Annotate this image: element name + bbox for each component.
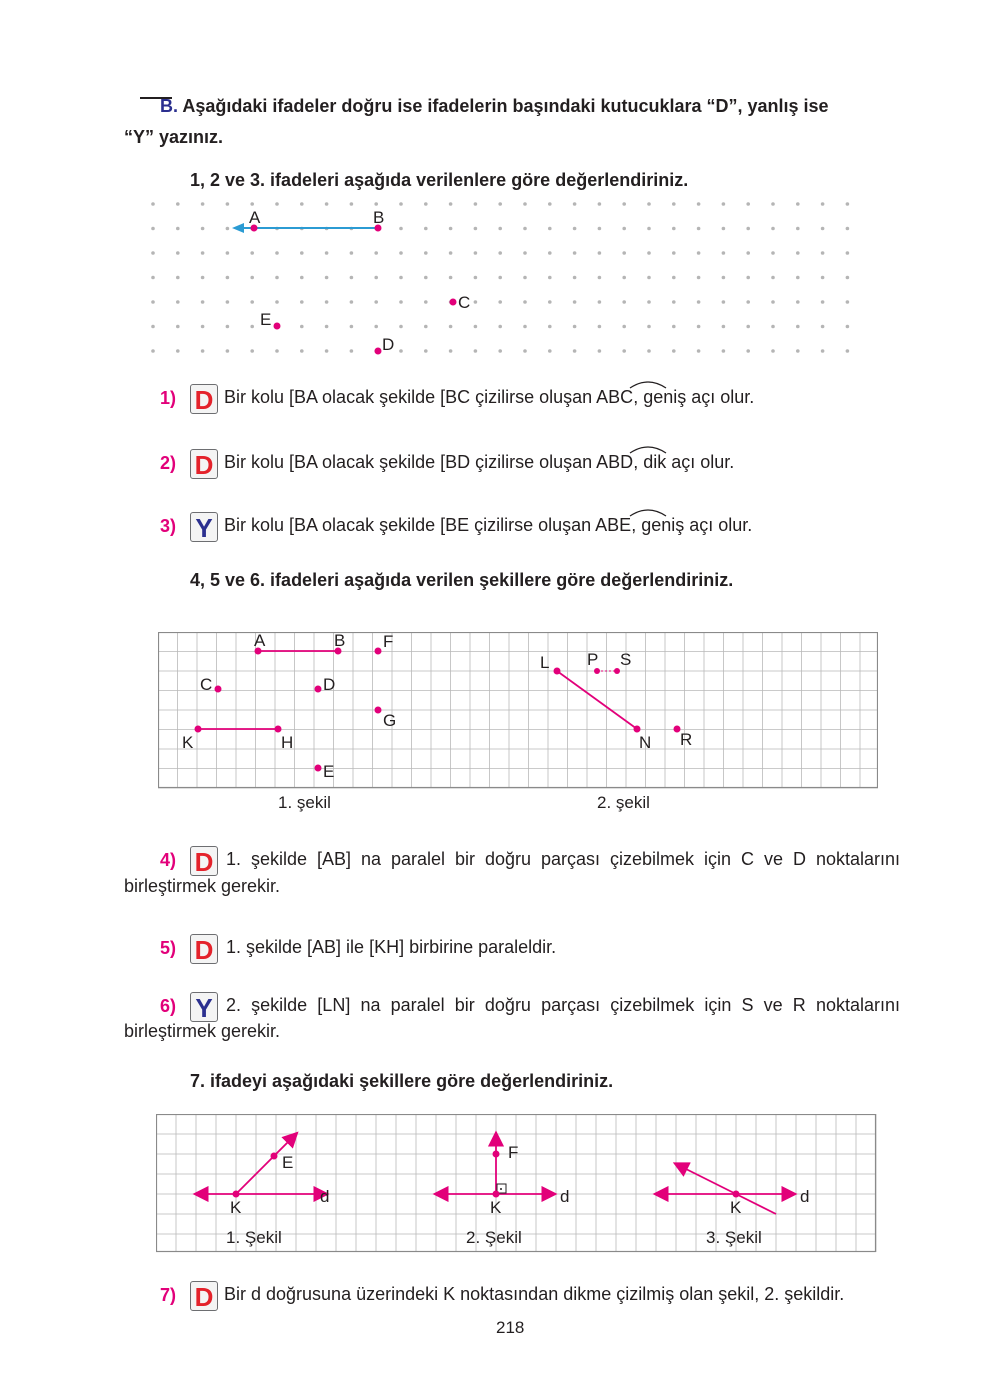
statement-3-angle: ABE [595, 515, 632, 535]
grid-dot [374, 300, 378, 304]
shape1-caption: 1. Şekil [226, 1228, 282, 1247]
instruction-line-2: “Y” yazınız. [124, 127, 224, 147]
grid-dot [474, 227, 478, 231]
grid-dot [548, 276, 552, 280]
statement-7-line-1: Bir d doğrusuna üzerindeki K noktasından dikme çizilmiş olan şekil, 2. şekildir. [224, 1284, 845, 1304]
grid-dot [374, 202, 378, 206]
grid-dot [201, 251, 205, 255]
grid-dot [399, 349, 403, 353]
grid-dot [771, 202, 775, 206]
grid-dot [821, 251, 825, 255]
grid-dot [573, 300, 577, 304]
grid-dot [151, 276, 155, 280]
statement-6-line-1: 2. şekilde [LN] na paralel bir doğru parçası çizebilmek için S ve R noktalarını [226, 995, 900, 1015]
grid-dot [350, 325, 354, 329]
grid-dot [746, 251, 750, 255]
grid-dot [300, 251, 304, 255]
grid-dot [771, 251, 775, 255]
statement-4-line-2: birleştirmek gerekir. [124, 876, 281, 896]
grid-dot [821, 227, 825, 231]
grid-dot [275, 349, 279, 353]
statement-3-body: Bir kolu [BA olacak şekilde [BE çizilirse oluşan [224, 515, 596, 535]
grid-dot [697, 325, 701, 329]
fig1-caption: 1. şekil [278, 793, 331, 812]
grid-dot [498, 276, 502, 280]
grid-dot [598, 227, 602, 231]
grid-dot [325, 349, 329, 353]
grid-dot [821, 325, 825, 329]
grid-dot [201, 300, 205, 304]
grid-dot [424, 300, 428, 304]
statement-1-answer-box[interactable]: D [190, 384, 218, 414]
grid-dot [573, 325, 577, 329]
statement-7-answer-box[interactable]: D [190, 1281, 218, 1311]
grid-dot [399, 251, 403, 255]
grid-dot [771, 325, 775, 329]
grid-dot [622, 300, 626, 304]
grid-dot [399, 227, 403, 231]
statement-1-text [224, 387, 754, 408]
grid-dot [697, 276, 701, 280]
grid-dot [250, 202, 254, 206]
grid-dot [449, 276, 453, 280]
group3-heading: 7. ifadeyi aşağıdaki şekillere göre değerlendiriniz. [190, 1071, 614, 1091]
grid-dot [498, 325, 502, 329]
grid-dot [300, 349, 304, 353]
grid-dot [176, 300, 180, 304]
grid-dot [573, 349, 577, 353]
grid-dot [250, 325, 254, 329]
statement-1-angle: ABC [596, 387, 634, 407]
grid-dot [226, 276, 230, 280]
grid-dot [647, 325, 651, 329]
grid-dot [647, 349, 651, 353]
fig1-label-b: B [334, 632, 346, 650]
grid-dot [449, 325, 453, 329]
statement-6-answer-box[interactable]: Y [190, 992, 218, 1022]
grid-dot [573, 227, 577, 231]
fig2-label-p: P [587, 650, 599, 669]
shape3-label-k: K [730, 1198, 742, 1217]
grid-dot [226, 300, 230, 304]
grid-dot [449, 227, 453, 231]
grid-dot [275, 300, 279, 304]
grid-dot [176, 349, 180, 353]
statement-6-number: 6) [160, 996, 177, 1016]
grid-dot [573, 276, 577, 280]
grid-dot [325, 251, 329, 255]
grid-dot [300, 276, 304, 280]
grid-dot [796, 276, 800, 280]
grid-dot [275, 276, 279, 280]
grid-dot [424, 227, 428, 231]
dot-grid-figure [140, 195, 870, 360]
grid-dot [449, 202, 453, 206]
grid-dot [275, 202, 279, 206]
grid-dot [846, 251, 850, 255]
grid-dot [176, 325, 180, 329]
grid-dot [796, 349, 800, 353]
shape3-caption: 3. Şekil [706, 1228, 762, 1247]
grid-dot [523, 325, 527, 329]
grid-dot [697, 349, 701, 353]
statement-3-tail: , geniş açı olur. [631, 515, 753, 535]
fig1-label-d: D [323, 675, 336, 694]
grid-dot [722, 349, 726, 353]
grid-dot [374, 325, 378, 329]
grid-dot [647, 227, 651, 231]
grid-dot [722, 300, 726, 304]
grid-dot [201, 276, 205, 280]
instruction-line-1: Aşağıdaki ifadeler doğru ise ifadelerin başındaki kutucuklara “D”, yanlış ise [182, 96, 829, 116]
fig1-label-g: G [383, 711, 397, 730]
group2-heading: 4, 5 ve 6. ifadeleri aşağıda verilen şekillere göre değerlendiriniz. [190, 570, 734, 590]
grid-dot [746, 300, 750, 304]
grid-dot [622, 325, 626, 329]
grid-dot [176, 276, 180, 280]
shape2-label-k: K [490, 1198, 502, 1217]
grid-dot [598, 325, 602, 329]
shape3-label-d: d [800, 1187, 810, 1206]
grid-dot [796, 300, 800, 304]
point-label-a: A [249, 208, 261, 227]
grid-dot [746, 202, 750, 206]
statement-2-text [224, 452, 734, 473]
statement-4-number: 4) [160, 850, 177, 870]
grid-dot [325, 276, 329, 280]
grid-dot [771, 349, 775, 353]
grid-figures-1-2 [158, 632, 878, 790]
grid-dot [697, 251, 701, 255]
grid-dot [746, 276, 750, 280]
statement-2-number: 2) [160, 453, 177, 473]
grid-dot [573, 251, 577, 255]
fig2-caption: 2. şekil [597, 793, 650, 812]
grid-dot [821, 276, 825, 280]
grid-dot [151, 202, 155, 206]
grid-dot [846, 227, 850, 231]
grid-dot [399, 202, 403, 206]
grid-dot [474, 202, 478, 206]
grid-dot [598, 276, 602, 280]
statement-4-line-1: 1. şekilde [AB] na paralel bir doğru parçası çizebilmek için C ve D noktalarını [226, 849, 900, 869]
fig1-label-k: K [182, 733, 194, 752]
grid-dot [474, 251, 478, 255]
shape1-label-k: K [230, 1198, 242, 1217]
grid-dot [201, 349, 205, 353]
grid-dot [250, 276, 254, 280]
grid-dot [598, 300, 602, 304]
grid-lines-top [158, 632, 878, 788]
grid-dot [846, 325, 850, 329]
fig2-label-s: S [620, 650, 632, 669]
statement-2-tail: , dik açı olur. [633, 452, 735, 472]
grid-dot [796, 227, 800, 231]
fig2-label-l: L [540, 653, 550, 672]
grid-dot [746, 325, 750, 329]
grid-dot [424, 251, 428, 255]
statement-5-answer-box[interactable]: D [190, 934, 218, 964]
grid-dot [598, 202, 602, 206]
grid-dot [746, 227, 750, 231]
grid-dot [796, 251, 800, 255]
grid-dot [523, 202, 527, 206]
grid-dot [275, 251, 279, 255]
point-label-c: C [458, 293, 471, 312]
grid-dot [796, 202, 800, 206]
grid-dot [176, 202, 180, 206]
statement-1-angle-arc [628, 378, 668, 390]
statement-6-line-2: birleştirmek gerekir. [124, 1021, 281, 1041]
grid-dot [474, 276, 478, 280]
grid-dot [622, 202, 626, 206]
grid-dot [771, 300, 775, 304]
grid-dot [250, 300, 254, 304]
grid-dot [622, 227, 626, 231]
statement-7-number: 7) [160, 1285, 177, 1305]
statement-3-number: 3) [160, 516, 177, 536]
grid-dot [498, 300, 502, 304]
grid-dot [622, 276, 626, 280]
fig2-label-r: R [680, 730, 693, 749]
grid-dot [846, 202, 850, 206]
grid-dot [399, 276, 403, 280]
grid-dot [672, 227, 676, 231]
shape1-label-e: E [282, 1153, 294, 1172]
grid-dot [350, 251, 354, 255]
grid-dot [622, 251, 626, 255]
grid-dot [697, 300, 701, 304]
grid-dot [350, 276, 354, 280]
grid-dot [151, 227, 155, 231]
grid-dot [449, 251, 453, 255]
grid-dot [548, 349, 552, 353]
group1-heading: 1, 2 ve 3. ifadeleri aşağıda verilenlere göre değerlendiriniz. [190, 170, 689, 190]
grid-dot [672, 251, 676, 255]
fig1-label-e: E [323, 762, 335, 781]
statement-3-text [224, 515, 752, 536]
grid-dot [821, 349, 825, 353]
grid-dot [201, 227, 205, 231]
grid-dot [399, 300, 403, 304]
statement-2-answer-box[interactable]: D [190, 449, 218, 479]
shape2-caption: 2. Şekil [466, 1228, 522, 1247]
grid-dot [523, 276, 527, 280]
grid-dot [722, 276, 726, 280]
grid-dot [672, 202, 676, 206]
statement-1-body: Bir kolu [BA olacak şekilde [BC çizilirse oluşan [224, 387, 597, 407]
grid-dot [498, 202, 502, 206]
grid-dot [449, 349, 453, 353]
grid-dot [697, 202, 701, 206]
statement-3-angle-arc [628, 506, 668, 518]
shape2-label-f: F [508, 1143, 519, 1162]
shape2-label-d: d [560, 1187, 570, 1206]
grid-dot [498, 227, 502, 231]
section-letter: B. [160, 96, 178, 116]
grid-dot [722, 202, 726, 206]
grid-dot [771, 276, 775, 280]
point-label-e: E [260, 310, 272, 329]
grid-dot [771, 227, 775, 231]
grid-dot [722, 325, 726, 329]
statement-5-line-1: 1. şekilde [AB] ile [KH] birbirine paraleldir. [226, 937, 557, 957]
point-label-b: B [373, 208, 385, 227]
fig1-label-h: H [281, 733, 294, 752]
grid-dot [697, 227, 701, 231]
grid-dot [523, 251, 527, 255]
grid-dot [846, 349, 850, 353]
grid-dot [647, 251, 651, 255]
grid-dot [424, 202, 428, 206]
grid-dot [846, 300, 850, 304]
grid-dot [647, 276, 651, 280]
grid-dot [498, 349, 502, 353]
grid-dot [474, 349, 478, 353]
grid-dot [300, 202, 304, 206]
statement-1-tail: , geniş açı olur. [633, 387, 755, 407]
statement-4-answer-box[interactable]: D [190, 846, 218, 876]
grid-dot [672, 276, 676, 280]
grid-dot [374, 276, 378, 280]
grid-dot [821, 202, 825, 206]
grid-dot [647, 300, 651, 304]
grid-dot [151, 325, 155, 329]
grid-dot [201, 202, 205, 206]
grid-dot [796, 325, 800, 329]
fig1-label-a: A [254, 632, 266, 650]
grid-dot [250, 251, 254, 255]
statement-1-number: 1) [160, 388, 177, 408]
section-instruction [160, 96, 829, 117]
grid-dot [325, 202, 329, 206]
grid-dot [325, 325, 329, 329]
grid-dot [151, 349, 155, 353]
statement-2-body: Bir kolu [BA olacak şekilde [BD çizilirse oluşan [224, 452, 597, 472]
fig2-label-n: N [639, 733, 652, 752]
grid-dot [325, 300, 329, 304]
grid-dot [151, 300, 155, 304]
grid-dot [573, 202, 577, 206]
grid-dot [548, 251, 552, 255]
grid-dot [474, 300, 478, 304]
grid-dot [672, 325, 676, 329]
statement-3-answer-box[interactable]: Y [190, 512, 218, 542]
grid-dot [226, 349, 230, 353]
grid-dot [474, 325, 478, 329]
grid-dot [746, 349, 750, 353]
grid-dot [548, 300, 552, 304]
grid-dot [250, 349, 254, 353]
grid-dot [722, 227, 726, 231]
fig1-label-c: C [200, 675, 213, 694]
grid-dot [622, 349, 626, 353]
grid-dot [176, 227, 180, 231]
grid-dot [374, 251, 378, 255]
grid-dot [647, 202, 651, 206]
grid-dot [846, 276, 850, 280]
grid-dot [350, 300, 354, 304]
grid-dot [498, 251, 502, 255]
grid-dot [523, 349, 527, 353]
grid-dot [350, 349, 354, 353]
grid-dot [821, 300, 825, 304]
grid-dot [548, 325, 552, 329]
grid-dot [226, 202, 230, 206]
grid-dot [424, 276, 428, 280]
statement-2-angle-arc [628, 443, 668, 455]
grid-dot [424, 349, 428, 353]
grid-dot [176, 251, 180, 255]
statement-5-number: 5) [160, 938, 177, 958]
grid-dot [350, 202, 354, 206]
grid-dot [672, 300, 676, 304]
grid-dot [722, 251, 726, 255]
grid-dot [424, 325, 428, 329]
grid-dot [598, 349, 602, 353]
grid-dot [300, 325, 304, 329]
point-label-d: D [382, 335, 395, 354]
grid-dot [226, 227, 230, 231]
fig1-label-f: F [383, 632, 394, 651]
page-number: 218 [496, 1318, 525, 1337]
grid-dot [226, 325, 230, 329]
grid-dot [672, 349, 676, 353]
grid-dot [399, 325, 403, 329]
grid-dot [523, 300, 527, 304]
grid-dot [523, 227, 527, 231]
grid-dot [598, 251, 602, 255]
statement-2-angle: ABD [596, 452, 634, 472]
grid-dot [548, 227, 552, 231]
grid-dot [548, 202, 552, 206]
grid-dot [201, 325, 205, 329]
shape1-label-d: d [320, 1187, 330, 1206]
grid-dot [151, 251, 155, 255]
grid-dot [226, 251, 230, 255]
grid-dot [300, 300, 304, 304]
